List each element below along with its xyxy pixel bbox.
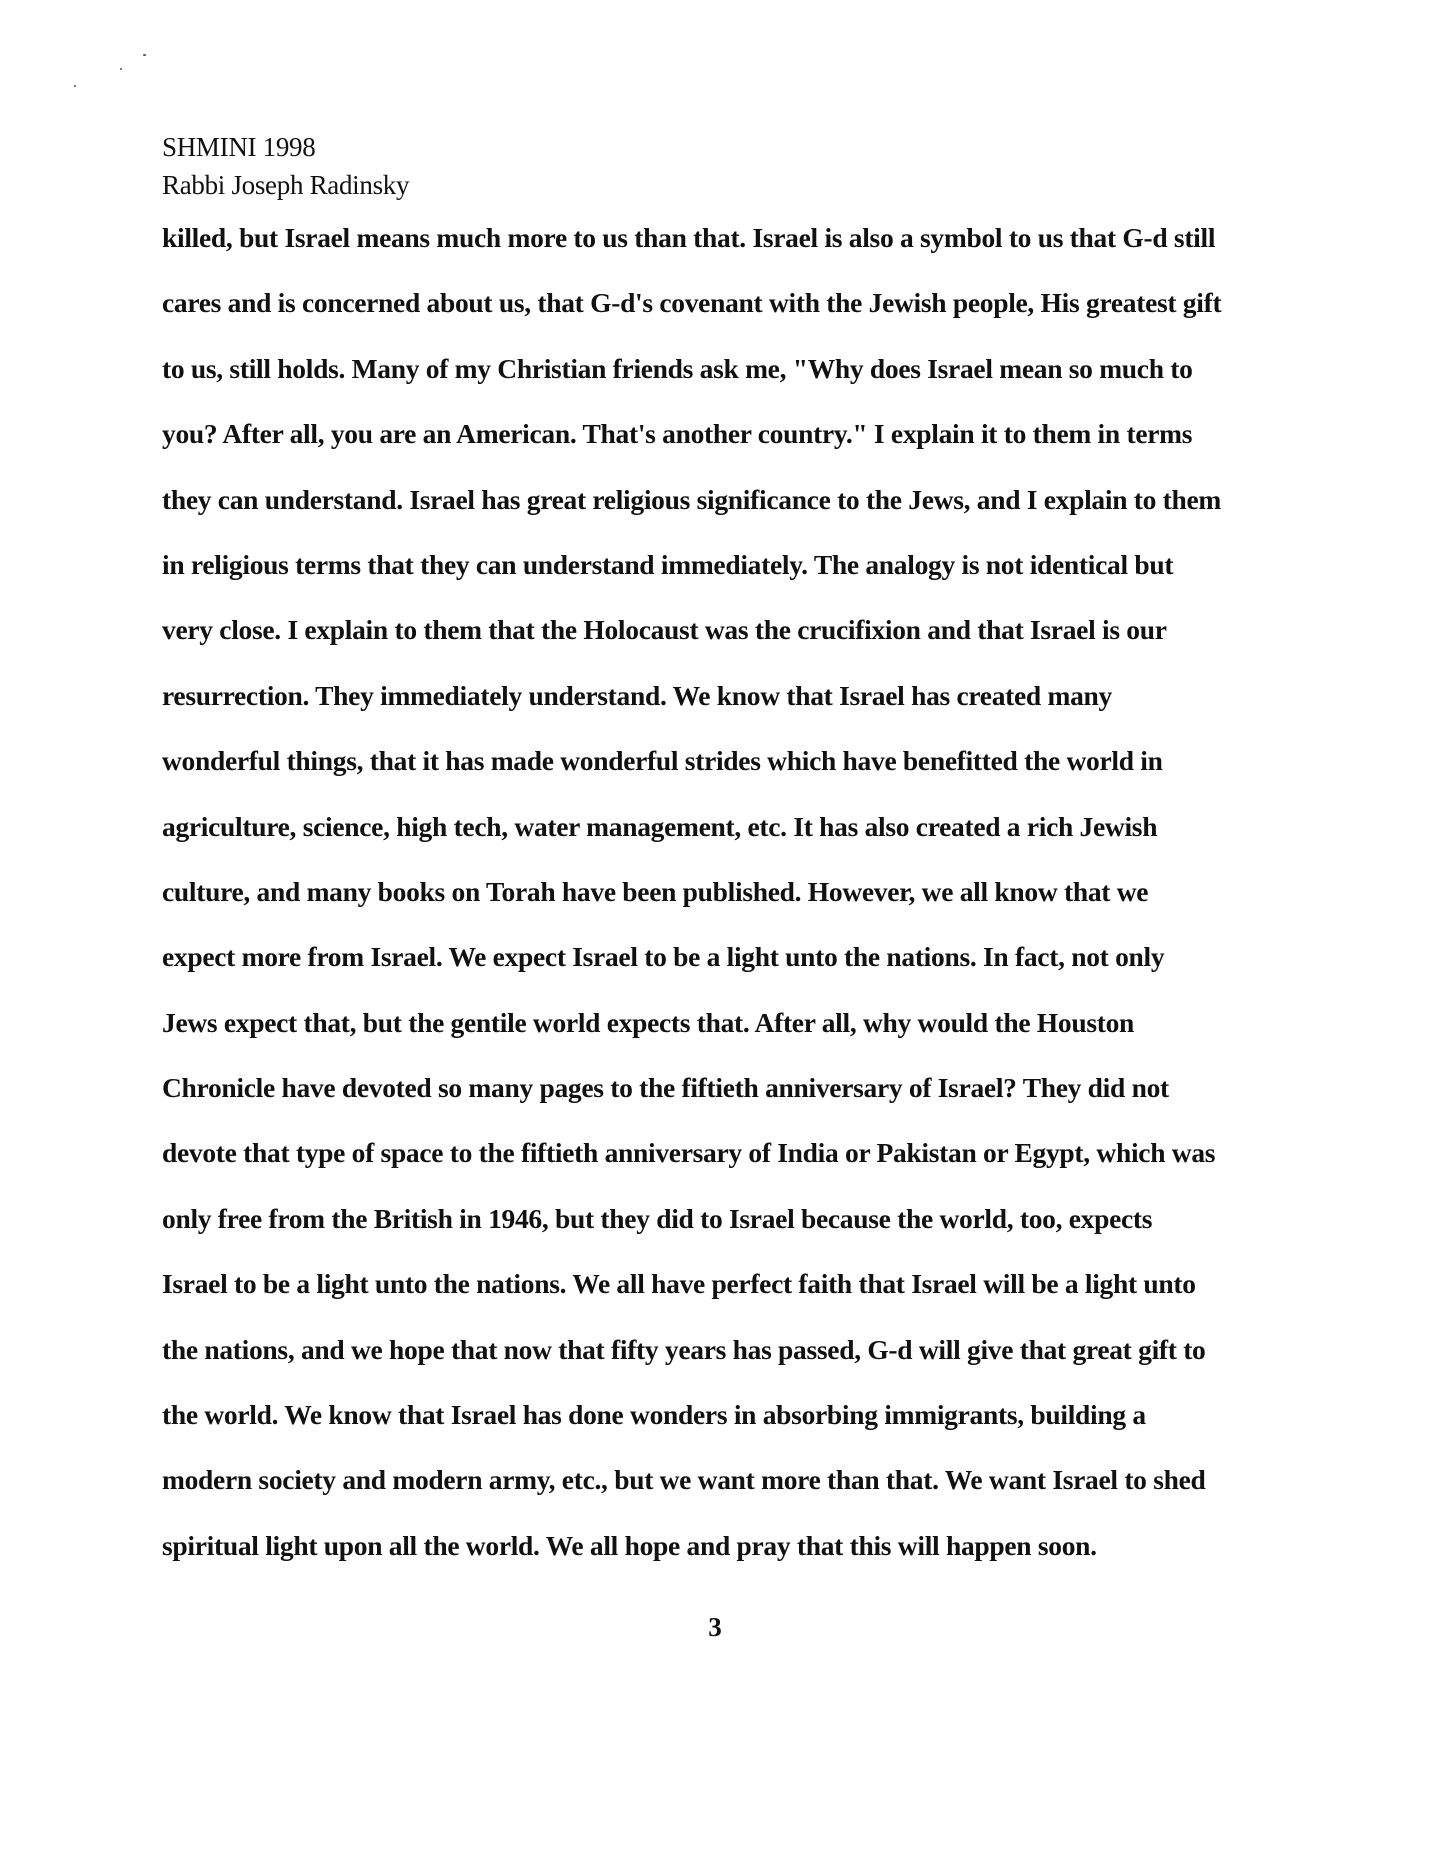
scan-speck — [143, 54, 146, 56]
body-line: the nations, and we hope that now that fifty years has passed, G-d will give that great gift to — [162, 1333, 1206, 1365]
body-line: they can understand. Israel has great religious significance to the Jews, and I explain to them — [162, 483, 1222, 515]
body-line: killed, but Israel means much more to us than that. Israel is also a symbol to us that G-d still — [162, 222, 1216, 253]
document-author: Rabbi Joseph Radinsky — [162, 170, 410, 200]
body-line: devote that type of space to the fiftieth anniversary of India or Pakistan or Egypt, which was — [162, 1137, 1216, 1169]
body-line: cares and is concerned about us, that G-d's covenant with the Jewish people, His greatest gift — [162, 287, 1222, 319]
body-line: expect more from Israel. We expect Israel to be a light unto the nations. In fact, not only — [162, 941, 1165, 973]
document-header — [162, 128, 409, 204]
body-text — [162, 214, 1282, 1587]
body-line: you? After all, you are an American. That's another country." I explain it to them in terms — [162, 418, 1193, 450]
body-line: resurrection. They immediately understand. We know that Israel has created many — [162, 679, 1112, 711]
body-line: the world. We know that Israel has done wonders in absorbing immigrants, building a — [162, 1399, 1146, 1431]
page-number: 3 — [708, 1612, 722, 1642]
body-line: spiritual light upon all the world. We all hope and pray that this will happen soon. — [162, 1529, 1097, 1561]
scan-speck — [120, 68, 122, 70]
body-line: to us, still holds. Many of my Christian friends ask me, "Why does Israel mean so much to — [162, 352, 1193, 384]
body-line: wonderful things, that it has made wonderful strides which have benefitted the world in — [162, 745, 1163, 777]
body-line: very close. I explain to them that the Holocaust was the crucifixion and that Israel is our — [162, 614, 1167, 646]
document-title: SHMINI 1998 — [162, 132, 316, 162]
body-line: culture, and many books on Torah have been published. However, we all know that we — [162, 875, 1149, 907]
body-line: modern society and modern army, etc., but we want more than that. We want Israel to shed — [162, 1464, 1206, 1496]
scan-speck — [74, 85, 76, 87]
body-line: agriculture, science, high tech, water management, etc. It has also created a rich Jewish — [162, 810, 1158, 842]
body-line: Jews expect that, but the gentile world expects that. After all, why would the Houston — [162, 1006, 1135, 1038]
body-line: Israel to be a light unto the nations. We all have perfect faith that Israel will be a light unto — [162, 1268, 1196, 1300]
body-line: Chronicle have devoted so many pages to the fiftieth anniversary of Israel? They did not — [162, 1072, 1169, 1104]
body-line: in religious terms that they can understand immediately. The analogy is not identical but — [162, 548, 1174, 580]
body-line: only free from the British in 1946, but they did to Israel because the world, too, expects — [162, 1202, 1153, 1234]
